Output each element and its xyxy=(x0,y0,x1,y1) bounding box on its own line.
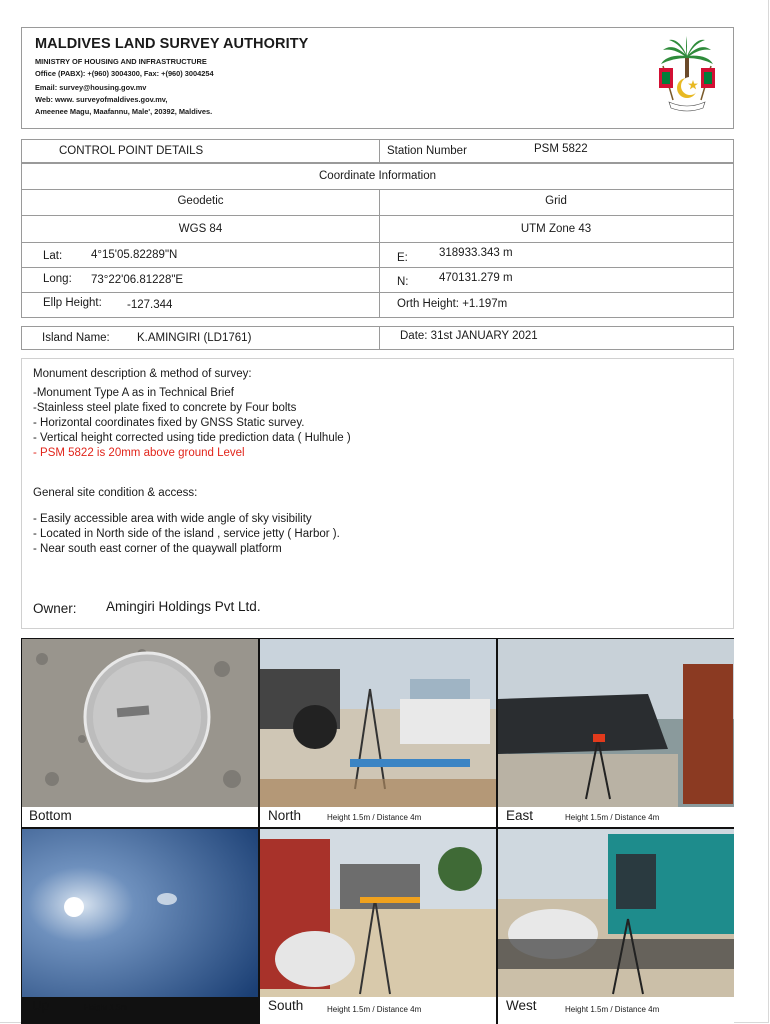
lat-value: 4°15'05.82289"N xyxy=(91,249,178,261)
photo-label-up: Up xyxy=(32,998,50,1013)
monument-line: -Monument Type A as in Technical Brief xyxy=(33,387,234,399)
photo-label-west: West xyxy=(506,998,537,1013)
monument-line: -Stainless steel plate fixed to concrete by Four bolts xyxy=(33,402,297,414)
photo-label-strip xyxy=(22,807,258,827)
photo-label-strip xyxy=(22,997,258,1024)
photo-north xyxy=(260,639,496,807)
orth-height: Orth Height: +1.197m xyxy=(397,298,508,310)
survey-date: Date: 31st JANUARY 2021 xyxy=(400,330,538,342)
monument-line: - Horizontal coordinates fixed by GNSS Static survey. xyxy=(33,417,305,429)
ministry-name: MINISTRY OF HOUSING AND INFRASTRUCTURE xyxy=(35,57,207,66)
photo-label-strip xyxy=(498,807,734,827)
site-line: - Located in North side of the island , service jetty ( Harbor ). xyxy=(33,528,340,540)
photo-grid xyxy=(21,638,734,1024)
control-point-title: CONTROL POINT DETAILS xyxy=(59,145,204,157)
monument-height-note: - PSM 5822 is 20mm above ground Level xyxy=(33,447,245,459)
letterhead xyxy=(21,27,734,129)
photo-south xyxy=(260,829,496,997)
monument-line: - Vertical height corrected using tide prediction data ( Hulhule ) xyxy=(33,432,351,444)
photo-label-strip xyxy=(260,807,496,827)
photo-east xyxy=(498,639,734,807)
photo-up xyxy=(22,829,258,997)
coordinate-heading: Coordinate Information xyxy=(319,170,436,182)
utm-zone-value: UTM Zone 43 xyxy=(520,223,592,235)
control-point-row xyxy=(21,139,734,163)
long-value: 73°22'06.81228"E xyxy=(91,274,184,286)
web-line: Web: www. surveyofmaldives.gov.mv, xyxy=(35,95,168,104)
northing-label: N: xyxy=(397,276,409,288)
island-name-value: K.AMINGIRI (LD1761) xyxy=(137,332,252,344)
datum-value: WGS 84 xyxy=(178,223,223,235)
easting-value: 318933.343 m xyxy=(439,247,513,259)
long-label: Long: xyxy=(43,273,72,285)
island-row xyxy=(21,326,734,350)
site-line: - Near south east corner of the quaywall platform xyxy=(33,543,282,555)
northing-value: 470131.279 m xyxy=(439,272,513,284)
description-panel xyxy=(21,358,734,629)
lat-label: Lat: xyxy=(43,250,63,262)
island-name-label: Island Name: xyxy=(42,332,110,344)
site-heading: General site condition & access: xyxy=(33,487,198,499)
station-number-value: PSM 5822 xyxy=(534,143,588,155)
photo-label-strip xyxy=(498,997,734,1024)
photo-bottom xyxy=(22,639,258,807)
site-line: - Easily accessible area with wide angle of sky visibility xyxy=(33,513,312,525)
photo-label-bottom: Bottom xyxy=(29,808,72,823)
photo-label-strip xyxy=(260,997,496,1024)
photo-note-up: Height 1.5m xyxy=(84,1003,128,1012)
photo-label-east: East xyxy=(506,808,534,823)
owner-value: Amingiri Holdings Pvt Ltd. xyxy=(106,599,261,614)
photo-note-north: Height 1.5m / Distance 4m xyxy=(327,813,422,822)
coordinate-table xyxy=(21,163,734,318)
photo-note-east: Height 1.5m / Distance 4m xyxy=(565,813,660,822)
geodetic-heading: Geodetic xyxy=(177,195,224,207)
photo-west xyxy=(498,829,734,997)
easting-label: E: xyxy=(397,252,408,264)
photo-note-west: Height 1.5m / Distance 4m xyxy=(565,1005,660,1014)
photo-note-south: Height 1.5m / Distance 4m xyxy=(327,1005,422,1014)
monument-heading: Monument description & method of survey: xyxy=(33,368,252,380)
station-number-label: Station Number xyxy=(387,145,467,157)
photo-label-south: South xyxy=(268,998,304,1013)
grid-heading: Grid xyxy=(545,195,567,207)
ellp-height-value: -127.344 xyxy=(127,299,173,311)
ellp-height-label: Ellp Height: xyxy=(43,297,102,309)
state-emblem-icon xyxy=(655,36,719,116)
office-phone: Office (PABX): +(960) 3004300, Fax: +(960) 3004254 xyxy=(35,69,214,78)
org-name: MALDIVES LAND SURVEY AUTHORITY xyxy=(35,36,309,52)
photo-label-north: North xyxy=(268,808,302,823)
address-line: Ameenee Magu, Maafannu, Male', 20392, Maldives. xyxy=(35,107,213,116)
owner-label: Owner: xyxy=(33,601,77,616)
email-line: Email: survey@housing.gov.mv xyxy=(35,83,147,92)
